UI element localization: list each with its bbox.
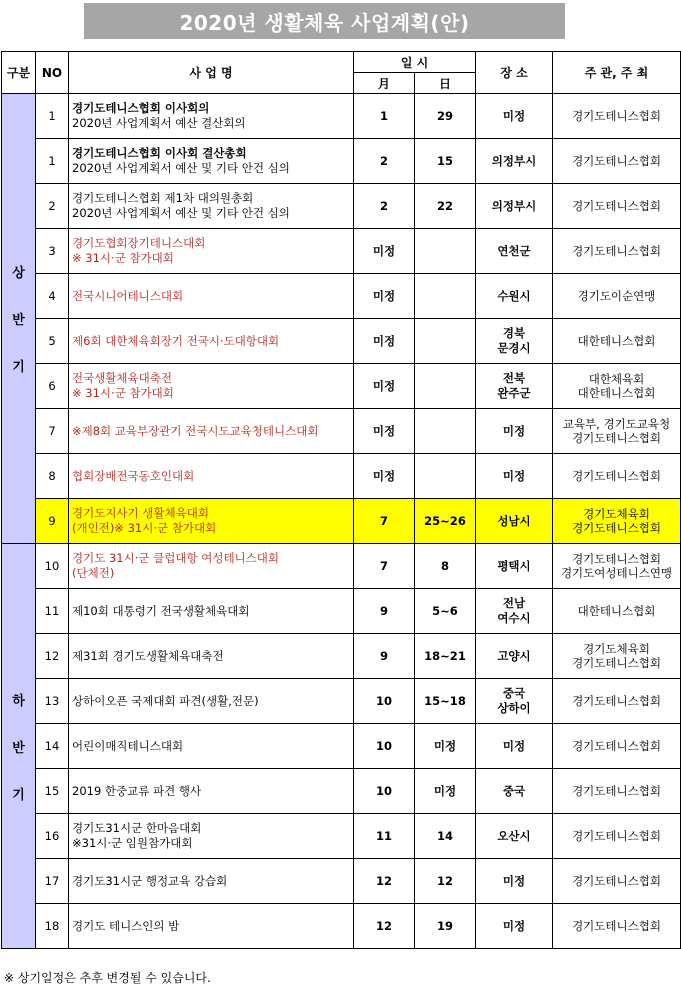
header-host: 주 관, 주 최: [553, 52, 681, 94]
row-month: 11: [354, 814, 415, 859]
row-name: [69, 454, 354, 499]
row-no: 6: [36, 364, 69, 409]
row-name: [69, 274, 354, 319]
row-no: 11: [36, 589, 69, 634]
row-place: [476, 904, 553, 949]
table-row: [2, 454, 681, 499]
row-host: [553, 499, 681, 544]
row-name-line1: 경기도지사기 생활체육대회: [72, 506, 209, 520]
row-day: 14: [415, 814, 476, 859]
row-place: [476, 319, 553, 364]
row-name-line1: 경기도 테니스인의 밤: [72, 918, 180, 933]
row-place1: 미정: [502, 423, 526, 438]
row-name-line1: 경기도테니스협회 이사회의: [72, 101, 210, 115]
table-row: [2, 319, 681, 364]
row-month: 12: [354, 859, 415, 904]
row-day: 미정: [415, 769, 476, 814]
row-name: [69, 544, 354, 589]
row-place: [476, 679, 553, 724]
row-host1: 경기도테니스협회: [572, 874, 661, 888]
table-row: [2, 94, 681, 139]
row-name: [69, 139, 354, 184]
row-no: 4: [36, 274, 69, 319]
row-no: 14: [36, 724, 69, 769]
row-day: 5~6: [415, 589, 476, 634]
row-host1: 경기도테니스협회: [572, 199, 661, 213]
row-month: 9: [354, 589, 415, 634]
schedule-body: [2, 94, 681, 949]
row-day: 미정: [415, 724, 476, 769]
row-name: [69, 184, 354, 229]
row-host: [553, 634, 681, 679]
row-host1: 경기도테니스협회: [572, 244, 661, 258]
row-day: 18~21: [415, 634, 476, 679]
row-place1: 미정: [502, 873, 526, 888]
row-no: 18: [36, 904, 69, 949]
row-host1: 대한테니스협회: [577, 604, 656, 618]
row-place: [476, 859, 553, 904]
row-place1: 고양시: [497, 648, 531, 663]
row-place1: 성남시: [497, 513, 531, 528]
row-host2: 경기도테니스협회: [572, 656, 661, 670]
row-day: [415, 454, 476, 499]
row-no: 3: [36, 229, 69, 274]
row-name-line2: ※ 31시·군 참가대회: [72, 386, 174, 400]
table-row: [2, 724, 681, 769]
row-host1: 경기도테니스협회: [572, 109, 661, 123]
row-name-line1: 제6회 대한체육회장기 전국시·도대항대회: [72, 333, 280, 348]
row-place: [476, 409, 553, 454]
header-name: 사 업 명: [69, 52, 354, 94]
row-host1: 경기도테니스협회: [572, 919, 661, 933]
row-host: [553, 319, 681, 364]
row-no: 9: [36, 499, 69, 544]
page-title: 2020년 생활체육 사업계획(안): [84, 3, 565, 39]
row-host: [553, 184, 681, 229]
row-place: [476, 499, 553, 544]
header-category: 구분: [2, 52, 36, 94]
row-host: [553, 679, 681, 724]
header-place: 장 소: [476, 52, 553, 94]
row-name: [69, 904, 354, 949]
row-no: 1: [36, 94, 69, 139]
row-place: [476, 634, 553, 679]
row-place: [476, 364, 553, 409]
section-char: 기: [12, 787, 25, 803]
row-place: [476, 724, 553, 769]
row-day: [415, 319, 476, 364]
row-name: [69, 634, 354, 679]
row-no: 10: [36, 544, 69, 589]
row-name-line1: 2019 한중교류 파견 행사: [72, 783, 202, 798]
row-host1: 경기도테니스협회: [572, 739, 661, 753]
row-name-line1: 경기도31시군 한마음대회: [72, 821, 202, 835]
row-host: [553, 589, 681, 634]
row-host: [553, 94, 681, 139]
title-area: [0, 0, 681, 44]
section-char: 기: [12, 360, 25, 375]
schedule-table: [1, 51, 681, 949]
row-day: 29: [415, 94, 476, 139]
row-name-line1: 전국시니어테니스대회: [72, 288, 184, 303]
row-name: [69, 229, 354, 274]
row-no: 16: [36, 814, 69, 859]
row-day: 25~26: [415, 499, 476, 544]
row-host1: 경기도테니스협회: [572, 784, 661, 798]
row-place2: 여수시: [497, 611, 531, 625]
row-name: [69, 814, 354, 859]
table-row: [2, 364, 681, 409]
section-char: 반: [12, 740, 25, 756]
header-month: 月: [354, 73, 415, 94]
row-place: [476, 184, 553, 229]
row-place2: 문경시: [497, 341, 531, 355]
row-name-line1: 상하이오픈 국제대회 파견(생활,전문): [72, 693, 259, 708]
row-name: [69, 769, 354, 814]
row-place2: 완주군: [497, 386, 531, 400]
table-row: [2, 814, 681, 859]
row-month: 10: [354, 679, 415, 724]
table-row: [2, 184, 681, 229]
row-no: 1: [36, 139, 69, 184]
row-name: [69, 409, 354, 454]
row-host: [553, 544, 681, 589]
row-host2: 대한테니스협회: [577, 386, 656, 400]
row-host2: 경기도여성테니스연맹: [560, 566, 673, 580]
row-day: [415, 364, 476, 409]
row-name-line1: 협회장배전국동호인대회: [72, 468, 195, 483]
row-host1: 경기도체육회: [583, 642, 650, 656]
row-place1: 오산시: [497, 828, 531, 843]
header-day: 日: [415, 73, 476, 94]
row-day: [415, 229, 476, 274]
row-no: 5: [36, 319, 69, 364]
row-month: 12: [354, 904, 415, 949]
table-row: [2, 544, 681, 589]
row-host: [553, 724, 681, 769]
row-host: [553, 229, 681, 274]
row-place: [476, 139, 553, 184]
row-name-line1: 제10회 대통령기 전국생활체육대회: [72, 603, 250, 618]
header-date: 일 시: [354, 52, 476, 73]
row-host1: 경기도테니스협회: [572, 154, 661, 168]
row-host: [553, 859, 681, 904]
row-name: [69, 319, 354, 364]
row-name: [69, 364, 354, 409]
row-day: 8: [415, 544, 476, 589]
section-char: 상: [12, 266, 25, 281]
row-name-line1: ※제8회 교육부장관기 전국시도교육청테니스대회: [72, 423, 319, 438]
row-no: 15: [36, 769, 69, 814]
row-name: [69, 94, 354, 139]
row-month: 미정: [354, 274, 415, 319]
row-place: [476, 814, 553, 859]
row-name-line1: 경기도 31시·군 클럽대항 여성테니스대회: [72, 551, 279, 565]
row-place1: 평택시: [497, 558, 531, 573]
table-row: [2, 274, 681, 319]
row-name: [69, 679, 354, 724]
section-char: 하: [12, 693, 25, 709]
row-host2: 경기도테니스협회: [572, 431, 661, 445]
table-row: [2, 769, 681, 814]
header-no: NO: [36, 52, 69, 94]
row-place1: 전북: [502, 371, 526, 385]
table-row: [2, 589, 681, 634]
section-second-half: [2, 544, 36, 949]
row-place: [476, 769, 553, 814]
row-host1: 경기도테니스협회: [572, 829, 661, 843]
row-host1: 교육부, 경기도교육청: [562, 417, 671, 431]
row-name: [69, 589, 354, 634]
row-place1: 미정: [502, 738, 526, 753]
row-month: 미정: [354, 364, 415, 409]
row-day: 22: [415, 184, 476, 229]
row-place1: 미정: [502, 468, 526, 483]
row-month: 2: [354, 139, 415, 184]
row-name: [69, 499, 354, 544]
row-host1: 경기도이순연맹: [577, 289, 656, 303]
row-name-line1: 제31회 경기도생활체육대축전: [72, 648, 224, 663]
row-place1: 의정부시: [491, 153, 537, 168]
row-host: [553, 814, 681, 859]
row-month: 미정: [354, 454, 415, 499]
table-row: [2, 679, 681, 724]
row-month: 9: [354, 634, 415, 679]
table-row: [2, 499, 681, 544]
row-host: [553, 904, 681, 949]
row-host1: 대한테니스협회: [577, 334, 656, 348]
row-place1: 수원시: [497, 288, 531, 303]
row-place: [476, 544, 553, 589]
row-no: 8: [36, 454, 69, 499]
row-name-line1: 경기도협회장기테니스대회: [72, 236, 206, 250]
row-month: 1: [354, 94, 415, 139]
row-place1: 경북: [502, 326, 526, 340]
row-month: 7: [354, 544, 415, 589]
row-name-line2: 2020년 사업계획서 예산 및 기타 안건 심의: [72, 206, 290, 220]
row-no: 17: [36, 859, 69, 904]
row-place2: 상하이: [497, 701, 531, 715]
row-place1: 미정: [502, 108, 526, 123]
row-month: 미정: [354, 319, 415, 364]
row-host1: 경기도테니스협회: [572, 469, 661, 483]
table-row: [2, 139, 681, 184]
row-place: [476, 454, 553, 499]
row-place1: 미정: [502, 918, 526, 933]
row-place1: 중국: [502, 686, 526, 700]
section-char: 반: [12, 313, 25, 328]
row-no: 12: [36, 634, 69, 679]
row-host2: 경기도테니스협회: [572, 521, 661, 535]
row-month: 2: [354, 184, 415, 229]
row-name-line1: 어린이매직테니스대회: [72, 738, 184, 753]
row-name-line1: 경기도테니스협회 이사회 결산총회: [72, 146, 247, 160]
row-no: 2: [36, 184, 69, 229]
row-host1: 경기도테니스협회: [572, 694, 661, 708]
row-host: [553, 409, 681, 454]
row-month: 미정: [354, 409, 415, 454]
row-name-line2: ※31시·군 임원참가대회: [72, 836, 193, 850]
row-month: 10: [354, 769, 415, 814]
row-name-line1: 경기도테니스협회 제1차 대의원총회: [72, 191, 254, 205]
row-name-line2: 2020년 사업계획서 예산 결산회의: [72, 116, 246, 130]
row-place: [476, 589, 553, 634]
row-name-line2: (개인전)※ 31시·군 참가대회: [72, 521, 217, 535]
row-day: 12: [415, 859, 476, 904]
row-place1: 의정부시: [491, 198, 537, 213]
section-first-half: [2, 94, 36, 544]
row-host: [553, 769, 681, 814]
row-host: [553, 454, 681, 499]
row-name-line1: 경기도31시군 행정교육 강습회: [72, 873, 228, 888]
table-row: [2, 634, 681, 679]
row-day: [415, 274, 476, 319]
row-place: [476, 229, 553, 274]
table-row: [2, 859, 681, 904]
row-day: 15: [415, 139, 476, 184]
row-host1: 경기도체육회: [583, 507, 650, 521]
table-row: [2, 904, 681, 949]
row-host: [553, 364, 681, 409]
row-name: [69, 859, 354, 904]
row-place: [476, 94, 553, 139]
row-no: 13: [36, 679, 69, 724]
row-host1: 경기도테니스협회: [572, 552, 661, 566]
row-month: 7: [354, 499, 415, 544]
footnote: ※ 상기일정은 추후 변경될 수 있습니다.: [4, 971, 211, 985]
table-row: [2, 229, 681, 274]
row-name-line1: 전국생활체육대축전: [72, 371, 172, 385]
row-day: 15~18: [415, 679, 476, 724]
table-row: [2, 409, 681, 454]
row-month: 미정: [354, 229, 415, 274]
row-name-line2: ※ 31시·군 참가대회: [72, 251, 174, 265]
row-place: [476, 274, 553, 319]
row-day: 19: [415, 904, 476, 949]
row-name-line2: 2020년 사업계획서 예산 및 기타 안건 심의: [72, 161, 290, 175]
row-host: [553, 274, 681, 319]
row-no: 7: [36, 409, 69, 454]
row-month: 10: [354, 724, 415, 769]
row-place1: 중국: [502, 783, 526, 798]
row-name: [69, 724, 354, 769]
row-place1: 전남: [502, 596, 526, 610]
row-name-line2: (단체전): [72, 566, 115, 580]
row-host: [553, 139, 681, 184]
row-day: [415, 409, 476, 454]
row-place1: 연천군: [497, 243, 531, 258]
row-host1: 대한체육회: [588, 372, 645, 386]
